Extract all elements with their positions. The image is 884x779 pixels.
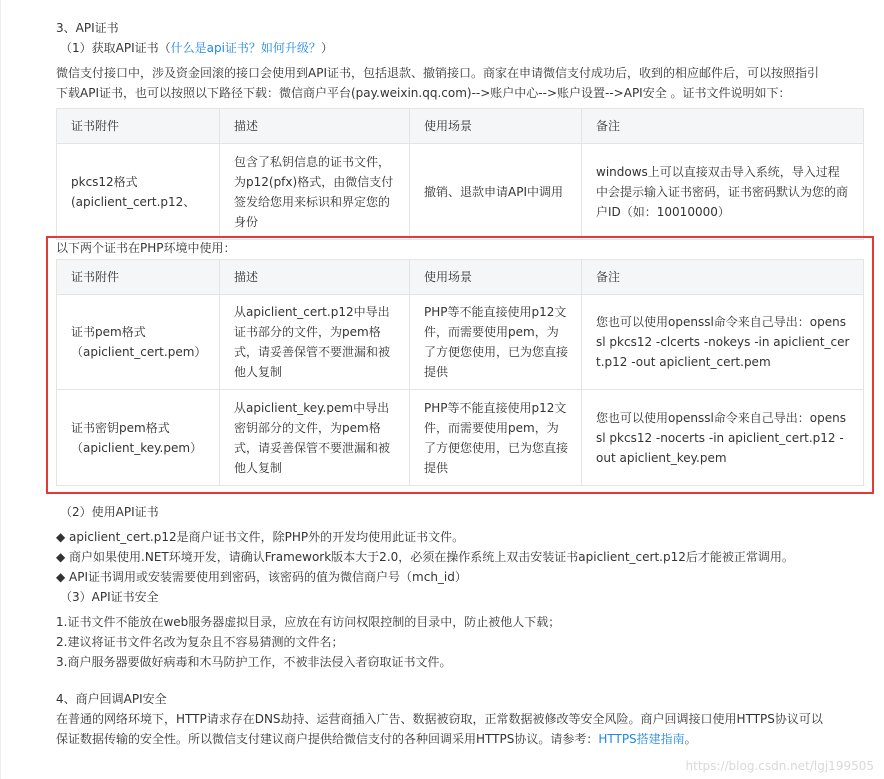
section4-title: 4、商户回调API安全 [56,692,167,706]
php-note: 以下两个证书在PHP环境中使用： [56,241,236,255]
cert-scene-text: PHP等不能直接使用p12文件，而需要使用pem，为了方便您使用，已为您直接提供 [424,305,569,379]
cert-note [582,390,864,486]
sub2-title: （2）使用API证书 [60,505,159,519]
list-item [56,567,467,587]
api-cert-help-link[interactable]: 什么是api证书？如何升级？ [170,41,321,55]
table2-header-row [57,260,864,295]
cert-scene-text: 撤销、退款申请API中调用 [424,184,563,199]
table1-header-file: 证书附件 [57,109,220,144]
bullet-icon: ◆ [56,550,70,564]
section4-line1: 在普通的网络环境下，HTTP请求存在DNS劫持、运营商插入广告、数据被窃取，正常数据被修改等安全风险。商户回调接口使用HTTPS协议可以 [56,712,823,726]
cert-desc [220,390,410,486]
bullet-text: 商户如果使用.NET环境开发，请确认Framework版本大于2.0，必须在操作系统上双击安装证书apiclient_cert.p12后才能被正常调用。 [69,550,794,564]
list-item [56,527,464,547]
list-item: 1.证书文件不能放在web服务器虚拟目录，应放在有访问权限控制的目录中，防止被他人下载； [56,615,561,629]
list-item: 2.建议将证书文件名改为复杂且不容易猜测的文件名； [56,635,344,649]
table1-header-row [57,109,864,144]
cert-note-text: windows上可以直接双击导入系统，导入过程中会提示输入证书密码，证书密码默认为您的商户ID（如：10010000） [596,164,849,219]
table1-header-scene: 使用场景 [410,109,582,144]
table2-header-scene: 使用场景 [410,260,582,295]
list-item: 3.商户服务器要做好病毒和木马防护工作，不被非法侵入者窃取证书文件。 [56,655,452,669]
sub1-suffix: ） [320,41,333,55]
cert-note-text: 您也可以使用openssl命令来自己导出：openssl pkcs12 -nocerts -in apiclient_cert.p12 -out apiclient_key.pem [596,410,846,465]
watermark: https://blog.csdn.net/lgj199505 [685,759,874,773]
table1-header-desc: 描述 [220,109,410,144]
para1-line2: 下载API证书，也可以按照以下路径下载：微信商户平台(pay.weixin.qq.com)-->账户中心-->账户设置-->API安全 。证书文件说明如下： [56,86,791,100]
para1-line1: 微信支付接口中，涉及资金回滚的接口会使用到API证书，包括退款、撤销接口。商家在申请微信支付成功后，收到的相应邮件后，可以按照指引 [56,66,819,80]
bullet-icon: ◆ [56,570,70,584]
cert-note-text: 您也可以使用openssl命令来自己导出：openssl pkcs12 -clcerts -nokeys -in apiclient_cert.p12 -out apiclient_cert.pem [596,315,850,369]
cert-scene [410,295,582,390]
sub1-prefix: （1）获取API证书（ [60,41,171,55]
cert-name: 证书pem格式 （apiclient_cert.pem） [57,295,220,390]
cert-note [582,144,864,240]
https-guide-link[interactable]: HTTPS搭建指南 [598,732,685,746]
table-row [57,295,864,390]
cert-desc-text: 从apiclient_key.pem中导出密钥部分的文件，为pem格式，请妥善保管不要泄漏和被他人复制 [234,400,391,475]
cert-note [582,295,864,390]
left-border [0,0,1,779]
cert-name: 证书密钥pem格式 （apiclient_key.pem） [57,390,220,486]
cert-desc [220,144,410,240]
bullet-text: API证书调用或安装需要使用到密码，该密码的值为微信商户号（mch_id） [69,570,467,584]
section4-line2 [56,729,697,749]
sub1-heading [60,38,333,58]
table-row [57,390,864,486]
table-row [57,144,864,240]
section3-title: 3、API证书 [56,21,119,35]
table2-header-desc: 描述 [220,260,410,295]
cert-desc [220,295,410,390]
cert-name: pkcs12格式 (apiclient_cert.p12、 [57,144,220,240]
table2-header-note: 备注 [582,260,864,295]
cert-desc-text: 包含了私钥信息的证书文件，为p12(pfx)格式，由微信支付签发给您用来标识和界定您的身份 [234,154,394,229]
list-item [56,547,794,567]
bullet-icon: ◆ [56,530,70,544]
sub3-title: （3）API证书安全 [60,590,159,604]
cert-scene [410,390,582,486]
cert-table-1 [56,108,864,240]
cert-scene [410,144,582,240]
cert-desc-text: 从apiclient_cert.p12中导出证书部分的文件，为pem格式，请妥善保管不要泄漏和被他人复制 [234,305,391,379]
table2-header-file: 证书附件 [57,260,220,295]
bullet-text: apiclient_cert.p12是商户证书文件，除PHP外的开发均使用此证书文件。 [69,530,465,544]
cert-table-2 [56,259,864,486]
section4-line2-prefix: 保证数据传输的安全性。所以微信支付建议商户提供给微信支付的各种回调采用HTTPS协议。请参考： [56,732,599,746]
cert-scene-text: PHP等不能直接使用p12文件，而需要使用pem，为了方便您使用，已为您直接提供 [424,400,569,475]
table1-header-note: 备注 [582,109,864,144]
section4-line2-suffix: 。 [684,732,697,746]
